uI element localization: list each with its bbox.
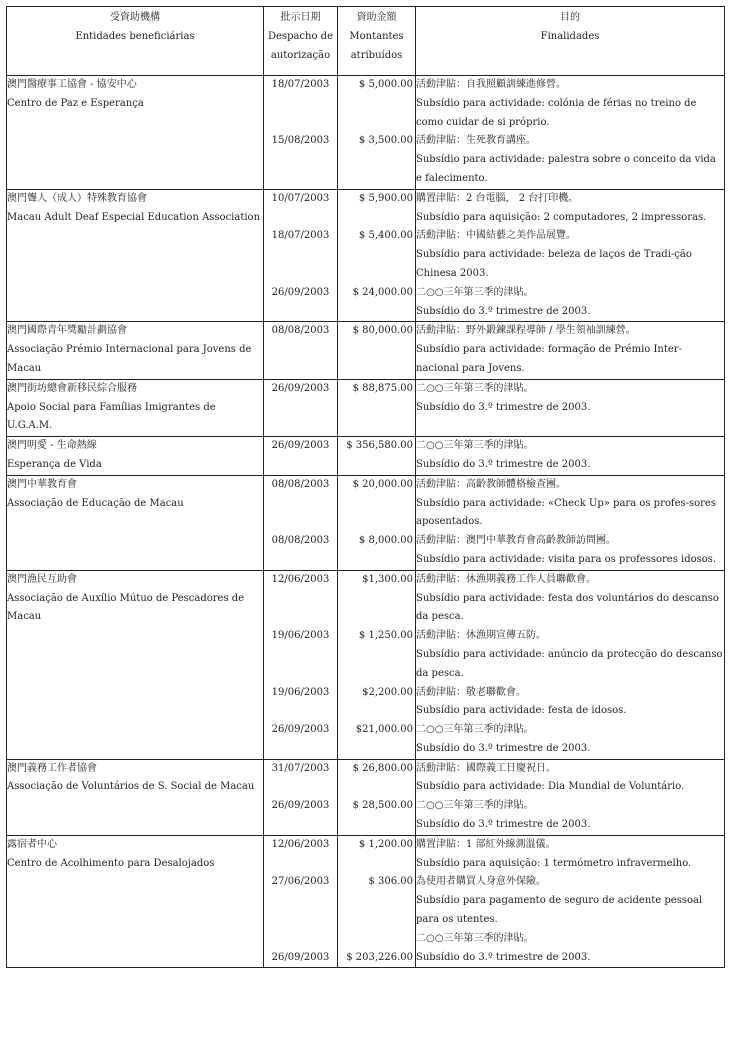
purpose-zh: 活動津貼：休漁期宣傳五防。 (416, 630, 546, 642)
grant-amount: $ 26,800.00 (352, 762, 413, 774)
table-row (7, 189, 725, 322)
grant-amount: $ 356,580.00 (346, 440, 413, 452)
entity-cell (7, 322, 264, 379)
grant-amount: $ 5,000.00 (358, 79, 413, 90)
approval-date: 19/06/2003 (271, 686, 330, 698)
approval-date: 12/06/2003 (271, 573, 330, 585)
entity-name-zh: 澳門街坊總會新移民綜合服務 (7, 382, 137, 394)
entity-name-zh: 澳門明愛 - 生命熱線 (7, 440, 97, 452)
date-cell (264, 189, 338, 322)
purpose-zh: 二○○三年第三季的津貼。 (416, 800, 534, 812)
amount-spacer (338, 513, 415, 532)
date-spacer (264, 892, 337, 911)
date-cell (264, 379, 338, 436)
entity-name-pt: Esperança de Vida (7, 458, 102, 470)
table-row (7, 835, 725, 968)
amount-cell (338, 379, 416, 436)
approval-date: 18/07/2003 (271, 79, 330, 90)
entity-cell (7, 759, 264, 835)
amount-cell (338, 570, 416, 759)
purpose-cell (416, 835, 725, 968)
grant-rows (7, 76, 725, 968)
approval-date: 26/09/2003 (271, 951, 330, 963)
purpose-pt: Subsídio para actividade: festa de idosos. (416, 705, 627, 717)
date-spacer (264, 170, 337, 189)
amount-spacer (338, 778, 415, 797)
purpose-pt: Subsídio para actividade: visita para os professores idosos. (416, 553, 717, 565)
entity-name-zh: 澳門中華教育會 (7, 478, 77, 490)
header-amount-pt1: Montantes (349, 30, 404, 42)
date-spacer (264, 151, 337, 170)
purpose-pt: Subsídio para actividade: beleza de laços de Tradi-ção Chinesa 2003. (416, 249, 692, 279)
purpose-zh: 二○○三年第三季的津貼。 (416, 382, 534, 394)
purpose-cell (416, 570, 725, 759)
header-date-zh: 批示日期 (280, 12, 321, 23)
purpose-zh: 購置津貼：2 台電腦， 2 台打印機。 (416, 192, 579, 204)
approval-date: 31/07/2003 (271, 762, 330, 774)
grant-amount: $1,300.00 (362, 573, 413, 585)
date-spacer (264, 646, 337, 665)
purpose-zh: 活動津貼：國際義工日慶祝日。 (416, 762, 556, 774)
purpose-pt: Subsídio para actividade: festa dos voluntários do descanso da pesca. (416, 592, 719, 623)
approval-date: 19/06/2003 (271, 630, 330, 642)
approval-date: 26/09/2003 (271, 440, 330, 452)
entity-cell (7, 189, 264, 322)
amount-spacer (338, 114, 415, 133)
purpose-zh: 二○○三年第三季的津貼。 (416, 724, 534, 736)
purpose-pt: Subsídio para actividade: colónia de férias no treino de como cuidar de si próprio. (416, 97, 697, 128)
grant-amount: $ 306.00 (368, 876, 413, 888)
grant-amount: $ 28,500.00 (352, 800, 413, 812)
grant-amount: $ 203,226.00 (346, 951, 413, 963)
grant-amount: $ 20,000.00 (352, 478, 413, 490)
entity-name-pt: Associação de Voluntários de S. Social de Macau (7, 781, 255, 793)
purpose-zh: 購置津貼：1 部紅外線測溫儀。 (416, 838, 556, 850)
amount-spacer (338, 95, 415, 114)
amount-spacer (338, 209, 415, 228)
purpose-zh: 活動津貼：自我照顧訓練進修營。 (416, 79, 566, 90)
grant-amount: $ 5,400.00 (358, 230, 413, 242)
amount-cell (338, 189, 416, 322)
approval-date: 08/08/2003 (271, 478, 330, 490)
header-amount (338, 7, 416, 76)
entity-name-pt: Associação de Auxílio Mútuo de Pescadores de Macau (7, 592, 245, 623)
approval-date: 15/08/2003 (271, 135, 330, 147)
purpose-zh: 活動津貼：澳門中華教育會高齡教師訪問團。 (416, 535, 616, 547)
purpose-pt: Subsídio do 3.º trimestre de 2003. (416, 401, 591, 413)
table-row (7, 475, 725, 570)
amount-spacer (338, 930, 415, 949)
table-row (7, 379, 725, 436)
amount-spacer (338, 665, 415, 684)
amount-spacer (338, 608, 415, 627)
header-row (7, 7, 725, 76)
amount-cell (338, 835, 416, 968)
entity-name-zh: 澳門國際青年獎勵計劃協會 (7, 325, 127, 337)
entity-cell (7, 379, 264, 436)
purpose-zh: 活動津貼：高齡教師體格檢查團。 (416, 478, 566, 490)
entity-name-pt: Associação Prémio Internacional para Jovens de Macau (7, 344, 252, 374)
purpose-zh: 活動津貼：野外鍛鍊課程導師 / 學生領袖訓練營。 (416, 325, 636, 337)
header-amount-zh: 資助金額 (356, 12, 397, 23)
amount-spacer (338, 702, 415, 721)
purpose-cell (416, 76, 725, 190)
date-spacer (264, 608, 337, 627)
grants-table (6, 6, 725, 968)
approval-date: 26/09/2003 (271, 800, 330, 812)
entity-cell (7, 570, 264, 759)
date-spacer (264, 114, 337, 133)
table-row (7, 759, 725, 835)
entity-name-zh: 露宿者中心 (7, 838, 57, 850)
entity-cell (7, 475, 264, 570)
purpose-pt: Subsídio do 3.º trimestre de 2003. (416, 742, 591, 754)
header-purpose-pt: Finalidades (540, 30, 600, 42)
amount-cell (338, 759, 416, 835)
entity-name-pt: Centro de Paz e Esperança (7, 97, 144, 109)
amount-spacer (338, 151, 415, 170)
date-cell (264, 475, 338, 570)
header-purpose (416, 7, 725, 76)
purpose-pt: Subsídio para aquisição: 1 termómetro infravermelho. (416, 857, 692, 869)
purpose-zh: 活動津貼：生死教育講座。 (416, 135, 536, 147)
date-cell (264, 437, 338, 476)
date-spacer (264, 513, 337, 532)
purpose-cell (416, 379, 725, 436)
table-row (7, 570, 725, 759)
purpose-pt: Subsídio para pagamento de seguro de acidente pessoal para os utentes. (416, 895, 703, 926)
date-spacer (264, 95, 337, 114)
amount-spacer (338, 590, 415, 609)
approval-date: 12/06/2003 (271, 838, 330, 850)
approval-date: 08/08/2003 (271, 535, 330, 547)
amount-spacer (338, 892, 415, 911)
header-purpose-zh: 目的 (560, 12, 580, 23)
date-spacer (264, 209, 337, 228)
date-cell (264, 570, 338, 759)
approval-date: 10/07/2003 (271, 192, 330, 204)
purpose-pt: Subsídio para aquisição: 2 computadores, 2 impressoras. (416, 211, 707, 223)
date-spacer (264, 702, 337, 721)
amount-spacer (338, 646, 415, 665)
date-spacer (264, 246, 337, 265)
purpose-pt: Subsídio do 3.º trimestre de 2003. (416, 458, 591, 470)
grant-amount: $ 3,500.00 (358, 135, 413, 147)
purpose-zh: 二○○三年第三季的津貼。 (416, 932, 534, 944)
approval-date: 26/09/2003 (271, 382, 330, 394)
date-spacer (264, 855, 337, 874)
approval-date: 26/09/2003 (271, 286, 330, 298)
purpose-cell (416, 322, 725, 379)
purpose-zh: 活動津貼：中國結藝之美作品展覽。 (416, 230, 576, 242)
purpose-pt: Subsídio do 3.º trimestre de 2003. (416, 951, 591, 963)
grant-amount: $ 80,000.00 (352, 325, 413, 337)
purpose-pt: Subsídio para actividade: anúncio da protecção do descanso da pesca. (416, 648, 723, 679)
entity-cell (7, 835, 264, 968)
entity-name-zh: 澳門醫療事工協會 - 協安中心 (7, 79, 137, 90)
amount-spacer (338, 495, 415, 514)
purpose-pt: Subsídio para actividade: formação de Prémio Inter-nacional para Jovens. (416, 344, 682, 374)
purpose-zh: 活動津貼：休漁期義務工作人員聯歡會。 (416, 573, 596, 585)
purpose-zh: 活動津貼：敬老聯歡會。 (416, 686, 526, 698)
approval-date: 26/09/2003 (271, 724, 330, 736)
grant-amount: $ 5,900.00 (358, 192, 413, 204)
purpose-pt: Subsídio para actividade: «Check Up» para os profes-sores aposentados. (416, 497, 716, 528)
date-cell (264, 76, 338, 190)
date-spacer (264, 778, 337, 797)
date-spacer (264, 665, 337, 684)
date-spacer (264, 303, 337, 322)
entity-name-zh: 澳門聾人（成人）特殊教育協會 (7, 192, 147, 204)
purpose-zh: 為使用者購買人身意外保險。 (416, 876, 546, 888)
table-row (7, 322, 725, 379)
date-spacer (264, 590, 337, 609)
amount-cell (338, 322, 416, 379)
header-amount-pt2: atribuídos (350, 49, 403, 61)
entity-name-pt: Apoio Social para Famílias Imigrantes de U.G.A.M. (7, 401, 216, 432)
grant-amount: $ 1,200.00 (358, 838, 413, 850)
date-cell (264, 835, 338, 968)
entity-cell (7, 437, 264, 476)
amount-cell (338, 475, 416, 570)
entity-name-pt: Associação de Educação de Macau (7, 497, 184, 509)
grant-amount: $ 1,250.00 (358, 630, 413, 642)
grant-amount: $ 8,000.00 (358, 535, 413, 547)
header-date (264, 7, 338, 76)
entity-cell (7, 76, 264, 190)
date-cell (264, 322, 338, 379)
purpose-zh: 二○○三年第三季的津貼。 (416, 286, 534, 298)
purpose-zh: 二○○三年第三季的津貼。 (416, 440, 534, 452)
header-entity (7, 7, 264, 76)
header-date-pt2: autorização (270, 49, 331, 61)
amount-cell (338, 437, 416, 476)
amount-cell (338, 76, 416, 190)
date-spacer (264, 930, 337, 949)
purpose-pt: Subsídio para actividade: Dia Mundial de Voluntário. (416, 781, 685, 793)
entity-name-zh: 澳門義務工作者協會 (7, 762, 97, 774)
amount-spacer (338, 170, 415, 189)
header-date-pt1: Despacho de (268, 30, 333, 42)
purpose-cell (416, 189, 725, 322)
header-entity-pt: Entidades beneficiárias (75, 30, 195, 42)
purpose-pt: Subsídio do 3.º trimestre de 2003. (416, 819, 591, 831)
date-spacer (264, 265, 337, 284)
purpose-pt: Subsídio do 3.º trimestre de 2003. (416, 305, 591, 317)
entity-name-pt: Centro de Acolhimento para Desalojados (7, 857, 215, 869)
entity-name-zh: 澳門漁民互助會 (7, 573, 77, 585)
table-row (7, 437, 725, 476)
approval-date: 18/07/2003 (271, 230, 330, 242)
amount-spacer (338, 303, 415, 322)
header-entity-zh: 受資助機構 (110, 12, 160, 23)
amount-spacer (338, 246, 415, 265)
grant-amount: $2,200.00 (362, 686, 413, 698)
purpose-cell (416, 759, 725, 835)
amount-spacer (338, 911, 415, 930)
table-row (7, 76, 725, 190)
approval-date: 27/06/2003 (271, 876, 330, 888)
grant-amount: $ 88,875.00 (352, 382, 413, 394)
purpose-cell (416, 475, 725, 570)
purpose-cell (416, 437, 725, 476)
date-spacer (264, 495, 337, 514)
date-cell (264, 759, 338, 835)
entity-name-pt: Macau Adult Deaf Especial Education Association (7, 211, 261, 223)
amount-spacer (338, 855, 415, 874)
purpose-pt: Subsídio para actividade: palestra sobre o conceito da vida e falecimento. (416, 154, 716, 184)
amount-spacer (338, 265, 415, 284)
grant-amount: $ 24,000.00 (352, 286, 413, 298)
date-spacer (264, 911, 337, 930)
grant-amount: $21,000.00 (355, 724, 413, 736)
approval-date: 08/08/2003 (271, 325, 330, 337)
